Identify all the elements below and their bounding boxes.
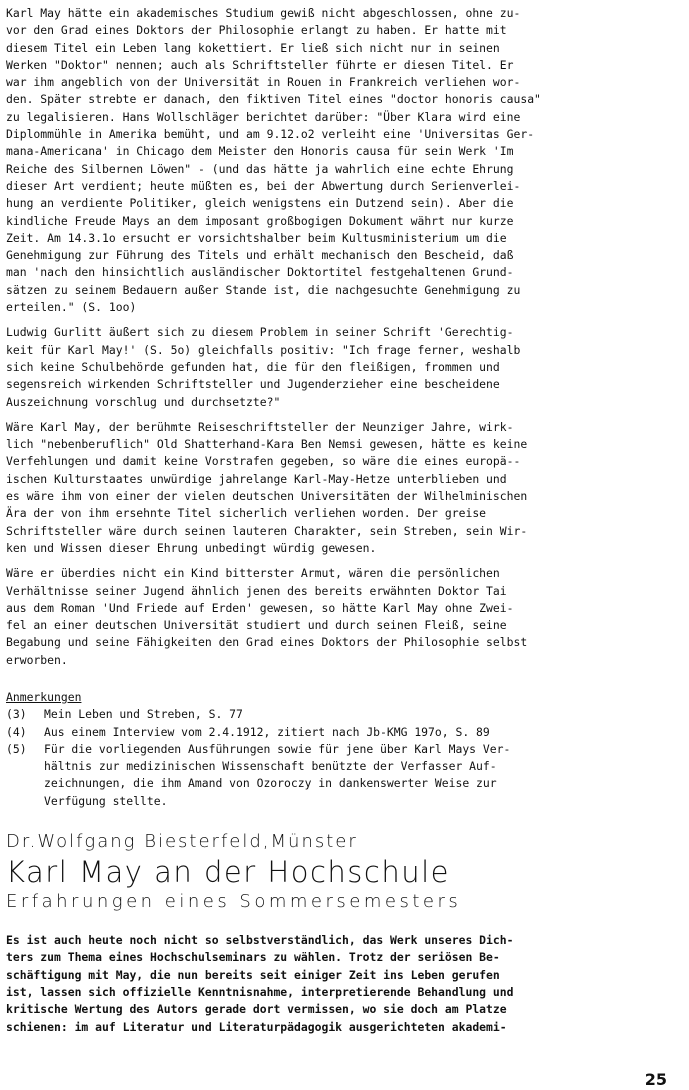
- paragraph-hypothesis: [6, 419, 683, 557]
- article-author: Dr.Wolfgang Biesterfeld,Münster: [6, 831, 358, 853]
- text-line: fel an einer deutschen Universität studiert und durch seinen Fleiß, seine: [6, 618, 507, 633]
- text-line: Mein Leben und Streben, S. 77: [44, 707, 243, 722]
- text-line: hältnis zur medizinischen Wissenschaft benützte der Verfasser Auf-: [44, 759, 497, 774]
- text-line: kindliche Freude Mays an dem imposant großbogigen Dokument währt nur kurze: [6, 213, 514, 228]
- text-line: Wäre er überdies nicht ein Kind bitterster Armut, wären die persönlichen: [6, 566, 500, 581]
- text-line: Aus einem Interview vom 2.4.1912, zitiert nach Jb-KMG 197o, S. 89: [44, 724, 490, 739]
- text-line: den. Später strebte er danach, den fiktiven Titel eines "doctor honoris causa": [6, 92, 541, 107]
- text-line: war ihm angeblich von der Universität in Rouen in Frankreich verliehen wor-: [6, 75, 521, 90]
- text-line: dieser Art verdient; heute müßten es, bei der Abwertung durch Serienverlei-: [6, 178, 521, 193]
- text-line: ters zum Thema eines Hochschulseminars zu wählen. Trotz der seriösen Be-: [6, 950, 500, 965]
- text-line: lich "nebenberuflich" Old Shatterhand-Kara Ben Nemsi gewesen, hätte es keine: [6, 437, 528, 452]
- text-line: erteilen." (S. 1oo): [6, 300, 137, 315]
- notes-heading: Anmerkungen: [6, 689, 82, 704]
- note-item: [6, 741, 683, 810]
- note-number: (4): [6, 724, 27, 739]
- text-line: schäftigung mit May, die nun bereits seit einiger Zeit ins Leben gerufen: [6, 967, 500, 982]
- text-line: Verfehlungen und damit keine Vorstrafen gegeben, so wäre die eines europä--: [6, 454, 521, 469]
- text-line: es wäre ihm von einer der vielen deutschen Universitäten der Wilhelminischen: [6, 489, 528, 504]
- article-title: Karl May an der Hochschule: [6, 855, 450, 890]
- note-number: (5): [6, 741, 27, 756]
- note-number: (3): [6, 707, 27, 722]
- text-line: ken und Wissen dieser Ehrung unbedingt würdig gewesen.: [6, 540, 377, 555]
- text-line: keit für Karl May!' (S. 5o) gleichfalls positiv: "Ich frage ferner, weshalb: [6, 342, 521, 357]
- text-line: Ära der von ihm ersehnte Titel sicherlich verliehen worden. Der greise: [6, 506, 487, 521]
- text-line: mana-Americana' in Chicago dem Meister den Honoris causa für sein Werk 'Im: [6, 144, 514, 159]
- text-line: schienen: im auf Literatur und Literaturpädagogik ausgerichteten akademi-: [6, 1019, 507, 1034]
- text-line: Werken "Doktor" nennen; auch als Schriftsteller führte er diesen Titel. Er: [6, 57, 514, 72]
- paragraph-doctor-title: [6, 5, 683, 316]
- text-line: Ludwig Gurlitt äußert sich zu diesem Problem in seiner Schrift 'Gerechtig-: [6, 325, 514, 340]
- text-line: kritische Wertung des Autors gerade dort vermissen, wo sie doch am Platze: [6, 1002, 507, 1017]
- text-line: zu legalisieren. Hans Wollschläger berichtet darüber: "Über Klara wird eine: [6, 109, 521, 124]
- paragraph-poverty: [6, 565, 683, 669]
- text-line: Reiche des Silbernen Löwen" - (und das hätte ja wahrlich eine echte Ehrung: [6, 161, 514, 176]
- text-line: sich keine Schulbehörde gefunden hat, die für den fleißigen, frommen und: [6, 359, 500, 374]
- text-line: Karl May hätte ein akademisches Studium gewiß nicht abgeschlossen, ohne zu-: [6, 6, 521, 20]
- text-line: vor den Grad eines Doktors der Philosophie erlangt zu haben. Er hatte mit: [6, 23, 507, 38]
- notes-section: [6, 677, 683, 810]
- text-line: segensreich wirkenden Schriftsteller und Jugenderzieher eine bescheidene: [6, 377, 500, 392]
- text-line: Verfügung stellte.: [44, 793, 168, 808]
- text-line: sätzen zu seinem Bedauern außer Stande ist, die nachgesuchte Genehmigung zu: [6, 282, 521, 297]
- note-item: [6, 724, 683, 741]
- text-line: erworben.: [6, 652, 68, 667]
- text-line: Wäre Karl May, der berühmte Reiseschriftsteller der Neunziger Jahre, wirk-: [6, 419, 514, 434]
- text-line: hung an verdiente Politiker, gleich wenigstens ein Dutzend sein). Aber die: [6, 196, 514, 211]
- text-line: Diplommühle in Amerika bemüht, und am 9.12.o2 verleiht eine 'Universitas Ger-: [6, 127, 535, 142]
- note-item: [6, 706, 683, 723]
- article-subtitle: Erfahrungen eines Sommersemesters: [6, 891, 462, 913]
- text-line: Es ist auch heute noch nicht so selbstverständlich, das Werk unseres Dich-: [6, 933, 514, 948]
- text-line: Zeit. Am 14.3.1o ersucht er vorsichtshalber beim Kultusministerium um die: [6, 230, 507, 245]
- text-line: Verhältnisse seiner Jugend ähnlich jenen des bereits erwähnten Doktor Tai: [6, 583, 507, 598]
- text-line: aus dem Roman 'Und Friede auf Erden' gewesen, so hätte Karl May ohne Zwei-: [6, 600, 514, 615]
- text-line: Begabung und seine Fähigkeiten den Grad eines Doktors der Philosophie selbst: [6, 635, 528, 650]
- article-header: [6, 830, 683, 914]
- text-line: Für die vorliegenden Ausführungen sowie für jene über Karl Mays Ver-: [44, 741, 511, 756]
- text-line: ischen Kulturstaates unwürdige jahrelange Karl-May-Hetze unterblieben und: [6, 471, 507, 486]
- text-line: ist, lassen sich offizielle Kenntnisnahme, interpretierende Behandlung und: [6, 984, 514, 999]
- page-number: 25: [644, 1069, 667, 1089]
- article-intro-paragraph: [6, 932, 683, 1036]
- text-line: Genehmigung zur Führung des Titels und erhält mechanisch den Bescheid, daß: [6, 248, 514, 263]
- text-line: man 'nach den hinsichtlich ausländischer Doktortitel festgehaltenen Grund-: [6, 265, 514, 280]
- text-line: Auszeichnung vorschlug und durchsetzte?": [6, 394, 281, 409]
- text-line: zeichnungen, die ihm Amand von Ozoroczy in dankenswerter Weise zur: [44, 776, 497, 791]
- paragraph-gurlitt: [6, 324, 683, 410]
- text-line: diesem Titel ein Leben lang kokettiert. Er ließ sich nicht nur in seinen: [6, 40, 500, 55]
- text-line: Schriftsteller wäre durch seinen lauteren Charakter, sein Streben, sein Wir-: [6, 523, 528, 538]
